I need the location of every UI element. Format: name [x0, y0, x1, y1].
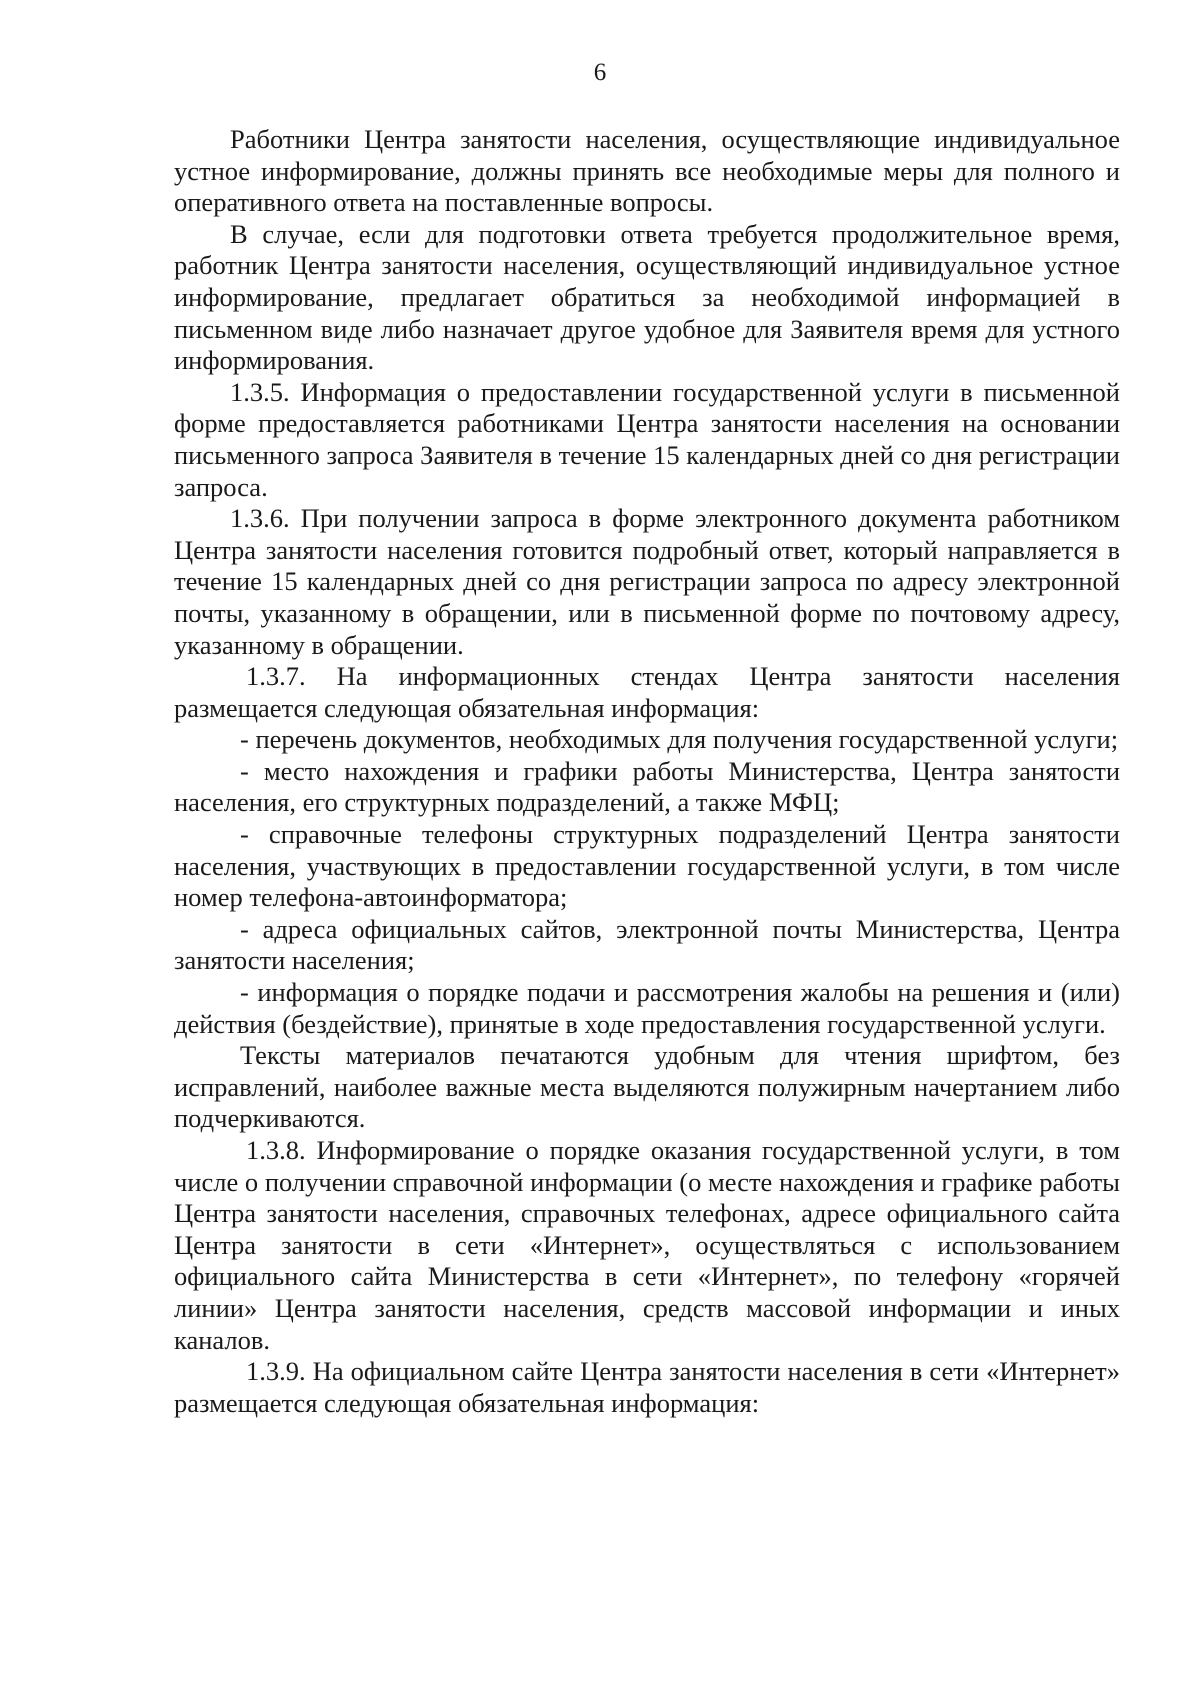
document-body: [174, 124, 1120, 1419]
paragraph-1-3-8: 1.3.8. Информирование о порядке оказания государственной услуги, в том числе о получении справочной информации (о месте нахождения и графике работы Центра занятости населения, справочных телефонах, адресе официального сайта Центра занятости в сети «Интернет», осуществляться с использованием официального сайта Министерства в сети «Интернет», по телефону «горячей линии» Центра занятости населения, средств массовой информации и иных каналов.: [174, 1135, 1120, 1355]
paragraph-long-answer: В случае, если для подготовки ответа требуется продолжительное время, работник Центра занятости населения, осуществляющий индивидуальное устное информирование, предлагает обратиться за необходимой информацией в письменном виде либо назначает другое удобное для Заявителя время для устного информирования.: [174, 218, 1120, 376]
list-item-phones: - справочные телефоны структурных подразделений Центра занятости населения, участвующих в предоставлении государственной услуги, в том числе номер телефона-автоинформатора;: [174, 819, 1120, 913]
page-number: 6: [593, 59, 607, 86]
paragraph-1-3-7: 1.3.7. На информационных стендах Центра занятости населения размещается следующая обязательная информация:: [174, 661, 1120, 723]
paragraph-1-3-6: 1.3.6. При получении запроса в форме электронного документа работником Центра занятости населения готовится подробный ответ, который направляется в течение 15 календарных дней со дня регистрации запроса по адресу электронной почты, указанному в обращении, или в письменной форме по почтовому адресу, указанному в обращении.: [174, 503, 1120, 660]
list-item-websites: - адреса официальных сайтов, электронной почты Министерства, Центра занятости населения;: [174, 913, 1120, 976]
paragraph-1-3-9: 1.3.9. На официальном сайте Центра занятости населения в сети «Интернет» размещается следующая обязательная информация:: [174, 1356, 1120, 1418]
paragraph-text-materials: Тексты материалов печатаются удобным для чтения шрифтом, без исправлений, наиболее важные места выделяются полужирным начертанием либо подчеркиваются.: [174, 1040, 1120, 1134]
paragraph-staff-duties: Работники Центра занятости населения, осуществляющие индивидуальное устное информирование, должны принять все необходимые меры для полного и оперативного ответа на поставленные вопросы.: [174, 124, 1120, 218]
paragraph-1-3-5: 1.3.5. Информация о предоставлении государственной услуги в письменной форме предоставляется работниками Центра занятости населения на основании письменного запроса Заявителя в течение 15 календарных дней со дня регистрации запроса.: [174, 376, 1120, 502]
list-item-documents: - перечень документов, необходимых для получения государственной услуги;: [240, 724, 1119, 755]
list-item-locations: - место нахождения и графики работы Министерства, Центра занятости населения, его структурных подразделений, а также МФЦ;: [174, 755, 1120, 818]
list-item-complaints: - информация о порядке подачи и рассмотрения жалобы на решения и (или) действия (бездействие), принятые в ходе предоставления государственной услуги.: [174, 977, 1120, 1039]
